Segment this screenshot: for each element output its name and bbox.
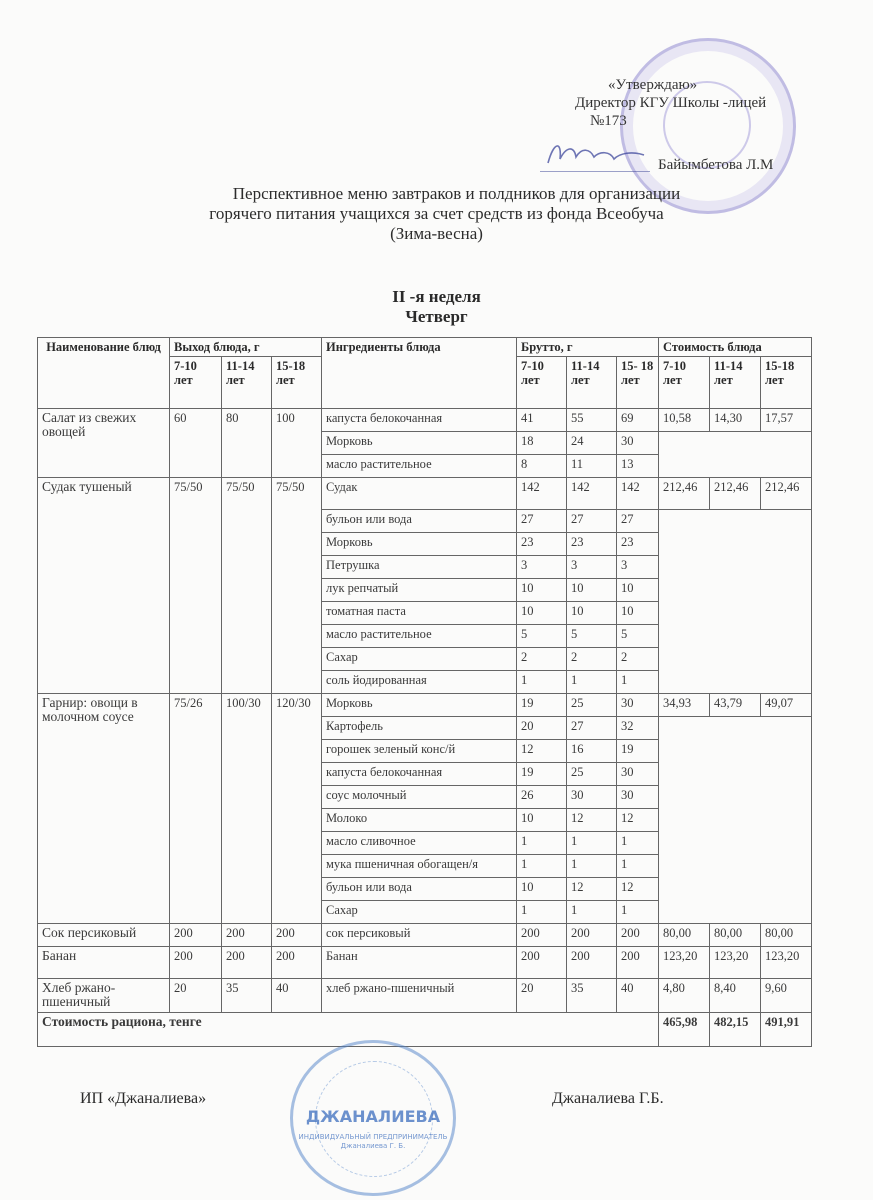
header-ingredients: Ингредиенты блюда — [322, 338, 517, 409]
gross-7-10: 19 — [517, 763, 567, 786]
header-cost: Стоимость блюда — [659, 338, 812, 357]
document-title — [0, 184, 873, 244]
cost-7-10: 34,93 — [659, 694, 710, 717]
gross-7-10: 41 — [517, 409, 567, 432]
gross-11-14: 1 — [567, 832, 617, 855]
ingredient-name: Морковь — [322, 432, 517, 455]
gross-11-14: 2 — [567, 648, 617, 671]
output-7-10: 75/50 — [170, 478, 222, 694]
table-row — [38, 409, 812, 432]
gross-11-14: 1 — [567, 671, 617, 694]
gross-7-10: 27 — [517, 510, 567, 533]
gross-11-14: 55 — [567, 409, 617, 432]
total-row — [38, 1013, 812, 1047]
header-output: Выход блюда, г — [170, 338, 322, 357]
week-heading — [0, 287, 873, 327]
gross-11-14: 27 — [567, 717, 617, 740]
output-7-10: 60 — [170, 409, 222, 478]
gross-7-10: 26 — [517, 786, 567, 809]
ingredient-name: бульон или вода — [322, 510, 517, 533]
header-gross-11-14: 11-14 лет — [567, 357, 617, 409]
cost-11-14: 43,79 — [710, 694, 761, 717]
cost-11-14: 123,20 — [710, 947, 761, 979]
approval-school-number: №173 — [590, 113, 627, 129]
title-season: (Зима-весна) — [390, 224, 483, 243]
cost-7-10: 10,58 — [659, 409, 710, 432]
output-11-14: 100/30 — [222, 694, 272, 924]
dish-name: Банан — [38, 947, 170, 979]
gross-7-10: 10 — [517, 579, 567, 602]
gross-15-18: 200 — [617, 947, 659, 979]
gross-7-10: 5 — [517, 625, 567, 648]
ingredient-name: хлеб ржано-пшеничный — [322, 979, 517, 1013]
ingredient-name: Молоко — [322, 809, 517, 832]
cost-7-10: 4,80 — [659, 979, 710, 1013]
total-label: Стоимость рациона, тенге — [38, 1013, 659, 1047]
gross-15-18: 2 — [617, 648, 659, 671]
output-7-10: 75/26 — [170, 694, 222, 924]
gross-15-18: 40 — [617, 979, 659, 1013]
cost-11-14: 8,40 — [710, 979, 761, 1013]
gross-15-18: 30 — [617, 432, 659, 455]
day-label: Четверг — [405, 307, 468, 326]
gross-15-18: 1 — [617, 671, 659, 694]
cost-15-18: 9,60 — [761, 979, 812, 1013]
ingredient-name: Петрушка — [322, 556, 517, 579]
gross-11-14: 25 — [567, 694, 617, 717]
title-line-1: Перспективное меню завтраков и полдников для организации — [232, 184, 681, 203]
gross-15-18: 30 — [617, 694, 659, 717]
cost-15-18: 49,07 — [761, 694, 812, 717]
gross-11-14: 16 — [567, 740, 617, 763]
dish-name: Сок персиковый — [38, 924, 170, 947]
cost-empty — [659, 510, 812, 694]
output-7-10: 20 — [170, 979, 222, 1013]
gross-15-18: 200 — [617, 924, 659, 947]
gross-11-14: 1 — [567, 901, 617, 924]
cost-7-10: 123,20 — [659, 947, 710, 979]
cost-15-18: 80,00 — [761, 924, 812, 947]
header-cost-7-10: 7-10 лет — [659, 357, 710, 409]
ingredient-name: сок персиковый — [322, 924, 517, 947]
gross-15-18: 12 — [617, 878, 659, 901]
ingredient-name: бульон или вода — [322, 878, 517, 901]
gross-7-10: 23 — [517, 533, 567, 556]
output-11-14: 80 — [222, 409, 272, 478]
output-11-14: 200 — [222, 947, 272, 979]
stamp-name: ДЖАНАЛИЕВА — [305, 1107, 441, 1126]
supplier-signatory: Джаналиева Г.Б. — [552, 1090, 664, 1107]
dish-name: Судак тушеный — [38, 478, 170, 694]
ingredient-name: Банан — [322, 947, 517, 979]
header-gross-15-18: 15- 18 лет — [617, 357, 659, 409]
gross-7-10: 1 — [517, 901, 567, 924]
supplier-name: ИП «Джаналиева» — [80, 1090, 207, 1107]
gross-15-18: 27 — [617, 510, 659, 533]
gross-7-10: 1 — [517, 855, 567, 878]
ingredient-name: капуста белокочанная — [322, 763, 517, 786]
gross-15-18: 1 — [617, 855, 659, 878]
gross-11-14: 24 — [567, 432, 617, 455]
gross-15-18: 1 — [617, 901, 659, 924]
gross-11-14: 11 — [567, 455, 617, 478]
gross-7-10: 142 — [517, 478, 567, 510]
gross-15-18: 23 — [617, 533, 659, 556]
gross-11-14: 30 — [567, 786, 617, 809]
gross-11-14: 200 — [567, 924, 617, 947]
ingredient-name: Сахар — [322, 901, 517, 924]
cost-11-14: 80,00 — [710, 924, 761, 947]
gross-15-18: 1 — [617, 832, 659, 855]
cost-15-18: 17,57 — [761, 409, 812, 432]
stamp-subtext: ИНДИВИДУАЛЬНЫЙ ПРЕДПРИНИМАТЕЛЬ Джаналиева Г. Б. — [298, 1133, 448, 1150]
gross-15-18: 3 — [617, 556, 659, 579]
table-row — [38, 979, 812, 1013]
output-15-18: 200 — [272, 947, 322, 979]
cost-11-14: 14,30 — [710, 409, 761, 432]
gross-7-10: 1 — [517, 832, 567, 855]
title-line-2: горячего питания учащихся за счет средств из фонда Всеобуча — [209, 204, 664, 223]
table-row — [38, 694, 812, 717]
gross-15-18: 13 — [617, 455, 659, 478]
gross-7-10: 12 — [517, 740, 567, 763]
approval-heading: «Утверждаю» — [608, 77, 698, 93]
gross-15-18: 5 — [617, 625, 659, 648]
dish-name: Гарнир: овощи в молочном соусе — [38, 694, 170, 924]
ingredient-name: Сахар — [322, 648, 517, 671]
gross-11-14: 142 — [567, 478, 617, 510]
gross-7-10: 1 — [517, 671, 567, 694]
output-11-14: 75/50 — [222, 478, 272, 694]
header-gross: Брутто, г — [517, 338, 659, 357]
ingredient-name: Картофель — [322, 717, 517, 740]
output-15-18: 120/30 — [272, 694, 322, 924]
ingredient-name: капуста белокочанная — [322, 409, 517, 432]
output-7-10: 200 — [170, 924, 222, 947]
header-output-7-10: 7-10 лет — [170, 357, 222, 409]
gross-7-10: 8 — [517, 455, 567, 478]
header-output-15-18: 15-18 лет — [272, 357, 322, 409]
gross-7-10: 18 — [517, 432, 567, 455]
gross-11-14: 10 — [567, 579, 617, 602]
gross-15-18: 19 — [617, 740, 659, 763]
cost-empty — [659, 717, 812, 924]
header-dish-name: Наименование блюд — [38, 338, 170, 409]
dish-name: Хлеб ржано-пшеничный — [38, 979, 170, 1013]
table-row — [38, 947, 812, 979]
header-output-11-14: 11-14 лет — [222, 357, 272, 409]
gross-7-10: 10 — [517, 602, 567, 625]
gross-15-18: 69 — [617, 409, 659, 432]
director-signature — [540, 137, 650, 172]
output-15-18: 100 — [272, 409, 322, 478]
output-15-18: 75/50 — [272, 478, 322, 694]
gross-11-14: 23 — [567, 533, 617, 556]
gross-15-18: 30 — [617, 786, 659, 809]
gross-15-18: 12 — [617, 809, 659, 832]
gross-7-10: 200 — [517, 947, 567, 979]
gross-11-14: 10 — [567, 602, 617, 625]
ingredient-name: горошек зеленый конс/й — [322, 740, 517, 763]
output-11-14: 35 — [222, 979, 272, 1013]
ingredient-name: соус молочный — [322, 786, 517, 809]
gross-15-18: 32 — [617, 717, 659, 740]
cost-15-18: 123,20 — [761, 947, 812, 979]
ingredient-name: лук репчатый — [322, 579, 517, 602]
header-cost-15-18: 15-18 лет — [761, 357, 812, 409]
cost-7-10: 80,00 — [659, 924, 710, 947]
header-gross-7-10: 7-10 лет — [517, 357, 567, 409]
gross-7-10: 20 — [517, 979, 567, 1013]
header-cost-11-14: 11-14 лет — [710, 357, 761, 409]
gross-11-14: 5 — [567, 625, 617, 648]
cost-11-14: 212,46 — [710, 478, 761, 510]
table-row — [38, 924, 812, 947]
ingredient-name: масло растительное — [322, 625, 517, 648]
week-label: II -я неделя — [392, 287, 481, 306]
total-15-18: 491,91 — [761, 1013, 812, 1047]
menu-table — [37, 337, 812, 1047]
gross-15-18: 142 — [617, 478, 659, 510]
gross-7-10: 10 — [517, 809, 567, 832]
ingredient-name: Морковь — [322, 533, 517, 556]
gross-11-14: 35 — [567, 979, 617, 1013]
gross-15-18: 10 — [617, 602, 659, 625]
output-7-10: 200 — [170, 947, 222, 979]
ingredient-name: соль йодированная — [322, 671, 517, 694]
gross-7-10: 200 — [517, 924, 567, 947]
gross-7-10: 10 — [517, 878, 567, 901]
gross-15-18: 10 — [617, 579, 659, 602]
gross-7-10: 3 — [517, 556, 567, 579]
gross-11-14: 27 — [567, 510, 617, 533]
gross-7-10: 2 — [517, 648, 567, 671]
gross-7-10: 20 — [517, 717, 567, 740]
cost-empty — [659, 432, 812, 478]
gross-11-14: 12 — [567, 809, 617, 832]
gross-15-18: 30 — [617, 763, 659, 786]
output-15-18: 40 — [272, 979, 322, 1013]
cost-7-10: 212,46 — [659, 478, 710, 510]
gross-11-14: 200 — [567, 947, 617, 979]
approval-director-name: Байымбетова Л.М — [658, 157, 774, 173]
dish-name: Салат из свежих овощей — [38, 409, 170, 478]
output-11-14: 200 — [222, 924, 272, 947]
ingredient-name: томатная паста — [322, 602, 517, 625]
total-7-10: 465,98 — [659, 1013, 710, 1047]
cost-15-18: 212,46 — [761, 478, 812, 510]
gross-11-14: 25 — [567, 763, 617, 786]
ingredient-name: масло сливочное — [322, 832, 517, 855]
ingredient-name: Судак — [322, 478, 517, 510]
total-11-14: 482,15 — [710, 1013, 761, 1047]
output-15-18: 200 — [272, 924, 322, 947]
gross-11-14: 1 — [567, 855, 617, 878]
ingredient-name: Морковь — [322, 694, 517, 717]
gross-11-14: 3 — [567, 556, 617, 579]
ingredient-name: масло растительное — [322, 455, 517, 478]
ingredient-name: мука пшеничная обогащен/я — [322, 855, 517, 878]
supplier-stamp — [290, 1040, 456, 1196]
gross-7-10: 19 — [517, 694, 567, 717]
table-row — [38, 478, 812, 510]
gross-11-14: 12 — [567, 878, 617, 901]
approval-position: Директор КГУ Школы -лицей — [575, 95, 767, 111]
